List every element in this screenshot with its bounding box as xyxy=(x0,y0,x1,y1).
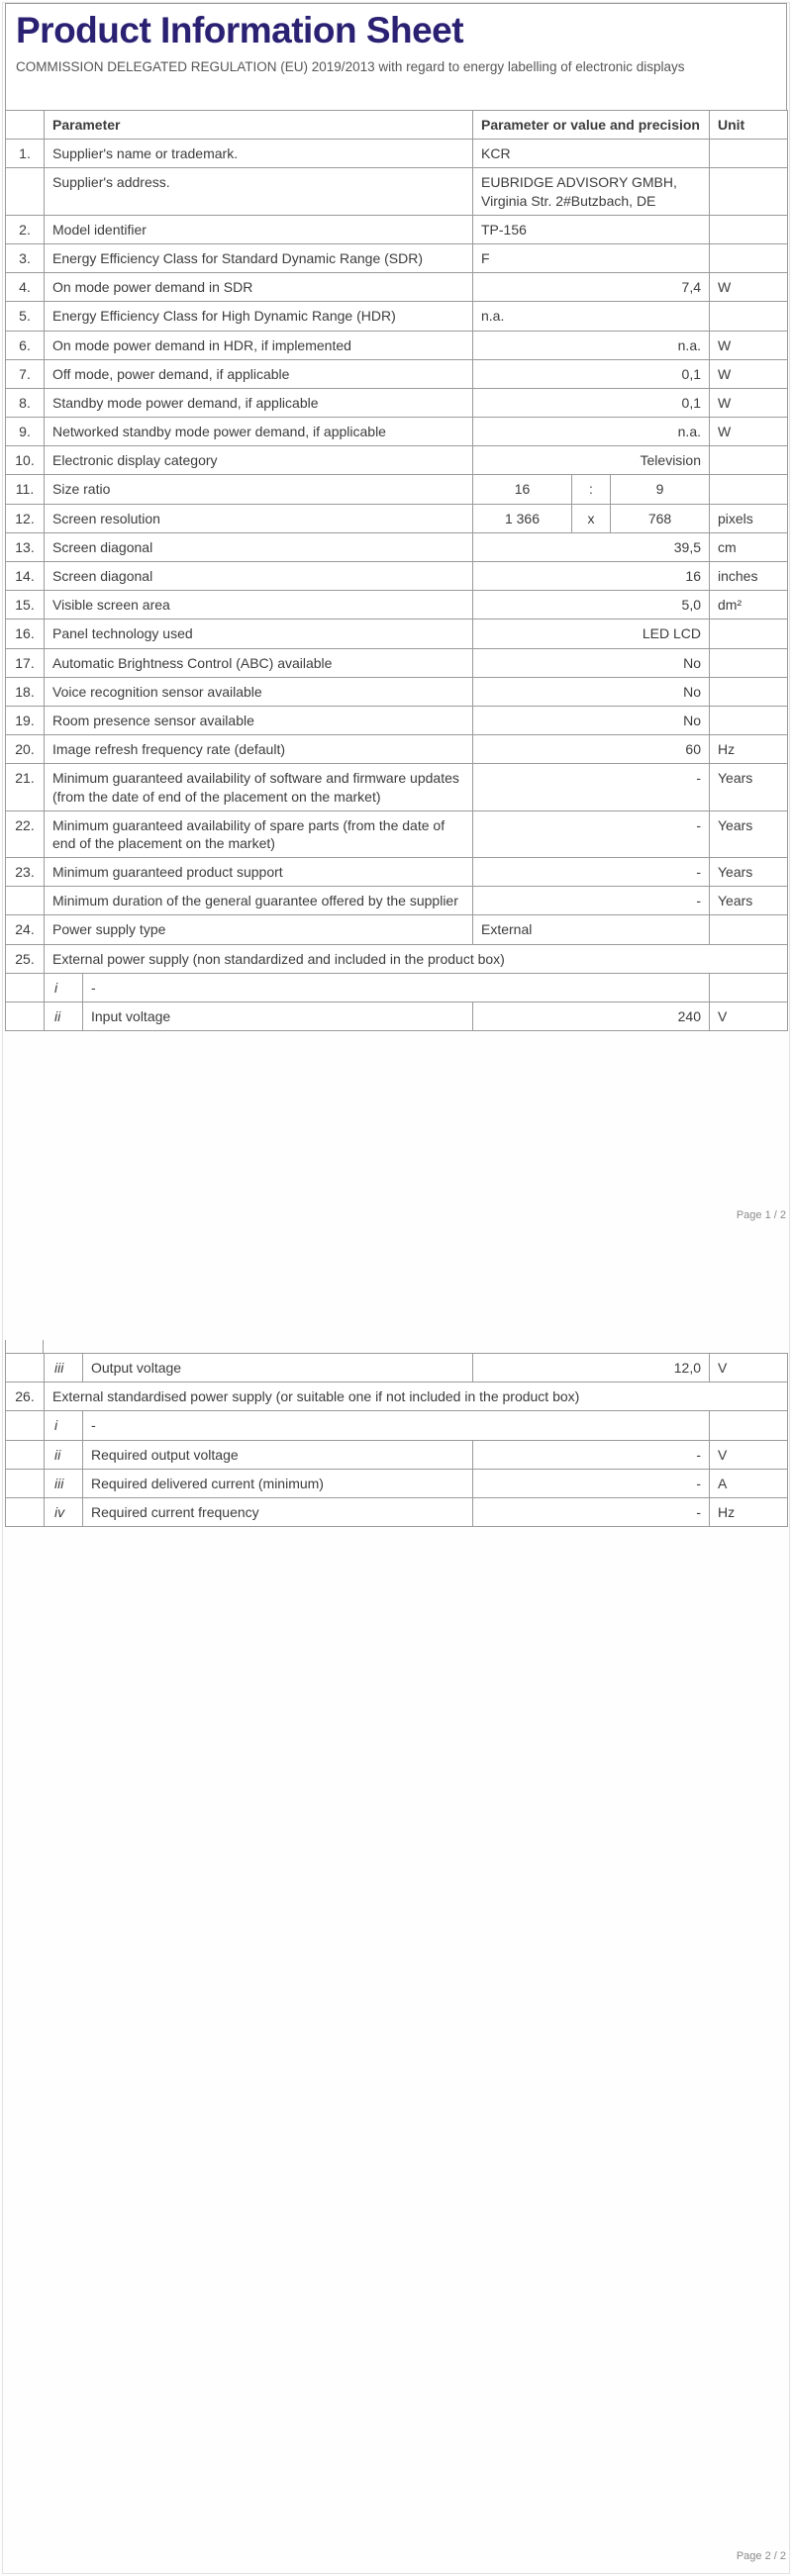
row-number-cell: 18. xyxy=(6,677,45,706)
parameter-cell: Standby mode power demand, if applicable xyxy=(45,388,473,417)
unit-cell xyxy=(710,973,788,1002)
table-row xyxy=(6,273,788,302)
row-number-cell: 2. xyxy=(6,215,45,243)
value-cell: 0,1 xyxy=(473,359,710,388)
unit-cell xyxy=(710,677,788,706)
value-cell: - xyxy=(473,1497,710,1526)
page2-table-section xyxy=(5,1340,787,1527)
row-number-cell: 1. xyxy=(6,140,45,168)
row-number-cell: 17. xyxy=(6,648,45,677)
parameter-cell: Minimum guaranteed availability of software and firmware updates (from the date of end of the placement on the market) xyxy=(45,764,473,811)
header-unit-cell: Unit xyxy=(710,111,788,140)
unit-cell: cm xyxy=(710,532,788,561)
value-cell: 7,4 xyxy=(473,273,710,302)
section-span-cell: External standardised power supply (or suitable one if not included in the product box) xyxy=(45,1383,788,1411)
table-row xyxy=(6,446,788,475)
section-row xyxy=(6,1383,788,1411)
unit-cell xyxy=(710,475,788,504)
value-cell-b: 768 xyxy=(611,504,710,532)
value-cell: n.a. xyxy=(473,302,710,331)
value-cell: - xyxy=(473,858,710,887)
merged-value-cell: - xyxy=(83,973,710,1002)
row-number-cell: 19. xyxy=(6,706,45,734)
row-number-cell: 6. xyxy=(6,331,45,359)
value-cell: Television xyxy=(473,446,710,475)
row-number-cell xyxy=(6,1469,45,1497)
row-number-cell xyxy=(6,1411,45,1440)
unit-cell: W xyxy=(710,273,788,302)
unit-cell: Years xyxy=(710,858,788,887)
row-number-cell: 15. xyxy=(6,591,45,620)
row-number-cell: 20. xyxy=(6,735,45,764)
value-cell: No xyxy=(473,648,710,677)
value-separator-cell: : xyxy=(572,475,611,504)
table-row xyxy=(6,140,788,168)
header-value-cell: Parameter or value and precision xyxy=(473,111,710,140)
table-row xyxy=(6,331,788,359)
value-cell-a: 1 366 xyxy=(473,504,572,532)
table-row xyxy=(6,706,788,734)
table-row xyxy=(6,168,788,215)
unit-cell: Years xyxy=(710,811,788,857)
value-cell: - xyxy=(473,1440,710,1469)
parameter-cell: Off mode, power demand, if applicable xyxy=(45,359,473,388)
table-row xyxy=(6,915,788,944)
row-number-cell: 4. xyxy=(6,273,45,302)
value-cell: - xyxy=(473,1469,710,1497)
unit-cell: Years xyxy=(710,887,788,915)
table-row xyxy=(6,677,788,706)
unit-cell xyxy=(710,215,788,243)
unit-cell xyxy=(710,446,788,475)
table-row xyxy=(6,887,788,915)
sub-index-cell: i xyxy=(45,973,83,1002)
parameter-cell: Networked standby mode power demand, if applicable xyxy=(45,418,473,446)
row-number-cell: 12. xyxy=(6,504,45,532)
parameter-cell: Minimum guaranteed availability of spare parts (from the date of end of the placement on the market) xyxy=(45,811,473,857)
value-cell: - xyxy=(473,887,710,915)
unit-cell: A xyxy=(710,1469,788,1497)
unit-cell xyxy=(710,648,788,677)
value-cell: No xyxy=(473,677,710,706)
row-number-cell: 3. xyxy=(6,243,45,272)
value-cell: No xyxy=(473,706,710,734)
parameter-cell: Automatic Brightness Control (ABC) available xyxy=(45,648,473,677)
parameter-cell: Required current frequency xyxy=(83,1497,473,1526)
row-number-cell: 21. xyxy=(6,764,45,811)
table-row xyxy=(6,532,788,561)
product-info-table-page1 xyxy=(5,110,788,1031)
unit-cell xyxy=(710,168,788,215)
product-info-table-page2 xyxy=(5,1353,788,1527)
table-row xyxy=(6,648,788,677)
row-number-cell: 24. xyxy=(6,915,45,944)
unit-cell: V xyxy=(710,1354,788,1383)
value-cell: 240 xyxy=(473,1002,710,1031)
table-continuation-stub xyxy=(5,1340,44,1353)
sub-row xyxy=(6,1497,788,1526)
page-indicator-1: Page 1 / 2 xyxy=(736,1209,786,1221)
unit-cell xyxy=(710,915,788,944)
unit-cell xyxy=(710,243,788,272)
sub-row xyxy=(6,973,788,1002)
parameter-cell: Energy Efficiency Class for Standard Dynamic Range (SDR) xyxy=(45,243,473,272)
table-row xyxy=(6,359,788,388)
parameter-cell: Visible screen area xyxy=(45,591,473,620)
unit-cell: Hz xyxy=(710,1497,788,1526)
value-separator-cell: x xyxy=(572,504,611,532)
row-number-cell: 22. xyxy=(6,811,45,857)
table-row xyxy=(6,418,788,446)
parameter-cell: Output voltage xyxy=(83,1354,473,1383)
parameter-cell: Supplier's address. xyxy=(45,168,473,215)
unit-cell: Years xyxy=(710,764,788,811)
unit-cell xyxy=(710,1411,788,1440)
row-number-cell: 7. xyxy=(6,359,45,388)
unit-cell xyxy=(710,302,788,331)
unit-cell xyxy=(710,706,788,734)
header-number-cell xyxy=(6,111,45,140)
unit-cell: W xyxy=(710,418,788,446)
row-number-cell: 9. xyxy=(6,418,45,446)
unit-cell: V xyxy=(710,1002,788,1031)
row-number-cell: 23. xyxy=(6,858,45,887)
row-number-cell xyxy=(6,1002,45,1031)
row-number-cell xyxy=(6,887,45,915)
row-number-cell: 16. xyxy=(6,620,45,648)
sub-row xyxy=(6,1002,788,1031)
parameter-cell: Screen diagonal xyxy=(45,532,473,561)
page-indicator-2: Page 2 / 2 xyxy=(736,2550,786,2562)
sub-index-cell: i xyxy=(45,1411,83,1440)
parameter-cell: On mode power demand in SDR xyxy=(45,273,473,302)
value-cell: 12,0 xyxy=(473,1354,710,1383)
page-title: Product Information Sheet xyxy=(16,10,464,50)
sub-row xyxy=(6,1469,788,1497)
value-cell: EUBRIDGE ADVISORY GMBH, Virginia Str. 2#Butzbach, DE xyxy=(473,168,710,215)
table-row xyxy=(6,302,788,331)
row-number-cell: 14. xyxy=(6,562,45,591)
row-number-cell: 25. xyxy=(6,944,45,973)
unit-cell: W xyxy=(710,388,788,417)
row-number-cell: 26. xyxy=(6,1383,45,1411)
merged-value-cell: - xyxy=(83,1411,710,1440)
table-row xyxy=(6,562,788,591)
table-header-row xyxy=(6,111,788,140)
section-row xyxy=(6,944,788,973)
row-number-cell xyxy=(6,168,45,215)
table-row xyxy=(6,591,788,620)
table-row xyxy=(6,504,788,532)
row-number-cell: 13. xyxy=(6,532,45,561)
row-number-cell: 11. xyxy=(6,475,45,504)
value-cell-b: 9 xyxy=(611,475,710,504)
table-row xyxy=(6,764,788,811)
table-row xyxy=(6,215,788,243)
value-cell: 60 xyxy=(473,735,710,764)
row-number-cell xyxy=(6,1440,45,1469)
table-row xyxy=(6,388,788,417)
value-cell: 16 xyxy=(473,562,710,591)
parameter-cell: Energy Efficiency Class for High Dynamic Range (HDR) xyxy=(45,302,473,331)
header-box xyxy=(5,3,787,111)
parameter-cell: Power supply type xyxy=(45,915,473,944)
row-number-cell: 8. xyxy=(6,388,45,417)
parameter-cell: Size ratio xyxy=(45,475,473,504)
header-parameter-cell: Parameter xyxy=(45,111,473,140)
parameter-cell: Screen resolution xyxy=(45,504,473,532)
table-row xyxy=(6,858,788,887)
unit-cell: inches xyxy=(710,562,788,591)
value-cell: TP-156 xyxy=(473,215,710,243)
value-cell: n.a. xyxy=(473,331,710,359)
table-row xyxy=(6,735,788,764)
table-row xyxy=(6,475,788,504)
parameter-cell: Model identifier xyxy=(45,215,473,243)
parameter-cell: Electronic display category xyxy=(45,446,473,475)
value-cell: - xyxy=(473,811,710,857)
unit-cell: V xyxy=(710,1440,788,1469)
parameter-cell: Panel technology used xyxy=(45,620,473,648)
value-cell: n.a. xyxy=(473,418,710,446)
value-cell: 0,1 xyxy=(473,388,710,417)
sub-row xyxy=(6,1354,788,1383)
sub-index-cell: ii xyxy=(45,1440,83,1469)
table-row xyxy=(6,243,788,272)
table-row xyxy=(6,620,788,648)
unit-cell xyxy=(710,140,788,168)
parameter-cell: Screen diagonal xyxy=(45,562,473,591)
sub-index-cell: iii xyxy=(45,1469,83,1497)
value-cell-a: 16 xyxy=(473,475,572,504)
value-cell: External xyxy=(473,915,710,944)
parameter-cell: Required output voltage xyxy=(83,1440,473,1469)
parameter-cell: Room presence sensor available xyxy=(45,706,473,734)
parameter-cell: Input voltage xyxy=(83,1002,473,1031)
value-cell: KCR xyxy=(473,140,710,168)
sub-index-cell: iv xyxy=(45,1497,83,1526)
parameter-cell: Minimum guaranteed product support xyxy=(45,858,473,887)
row-number-cell: 10. xyxy=(6,446,45,475)
section-span-cell: External power supply (non standardized and included in the product box) xyxy=(45,944,788,973)
regulation-subtitle: COMMISSION DELEGATED REGULATION (EU) 2019/2013 with regard to energy labelling of electronic displays xyxy=(16,58,685,74)
unit-cell: pixels xyxy=(710,504,788,532)
unit-cell xyxy=(710,620,788,648)
parameter-cell: Required delivered current (minimum) xyxy=(83,1469,473,1497)
unit-cell: dm² xyxy=(710,591,788,620)
sub-row xyxy=(6,1411,788,1440)
row-number-cell xyxy=(6,1354,45,1383)
row-number-cell: 5. xyxy=(6,302,45,331)
parameter-cell: Voice recognition sensor available xyxy=(45,677,473,706)
table-row xyxy=(6,811,788,857)
value-cell: - xyxy=(473,764,710,811)
sub-index-cell: iii xyxy=(45,1354,83,1383)
row-number-cell xyxy=(6,1497,45,1526)
parameter-cell: Supplier's name or trademark. xyxy=(45,140,473,168)
unit-cell: W xyxy=(710,331,788,359)
sub-index-cell: ii xyxy=(45,1002,83,1031)
value-cell: LED LCD xyxy=(473,620,710,648)
sub-row xyxy=(6,1440,788,1469)
parameter-cell: On mode power demand in HDR, if implemented xyxy=(45,331,473,359)
unit-cell: Hz xyxy=(710,735,788,764)
parameter-cell: Image refresh frequency rate (default) xyxy=(45,735,473,764)
unit-cell: W xyxy=(710,359,788,388)
row-number-cell xyxy=(6,973,45,1002)
value-cell: F xyxy=(473,243,710,272)
value-cell: 5,0 xyxy=(473,591,710,620)
value-cell: 39,5 xyxy=(473,532,710,561)
parameter-cell: Minimum duration of the general guarantee offered by the supplier xyxy=(45,887,473,915)
